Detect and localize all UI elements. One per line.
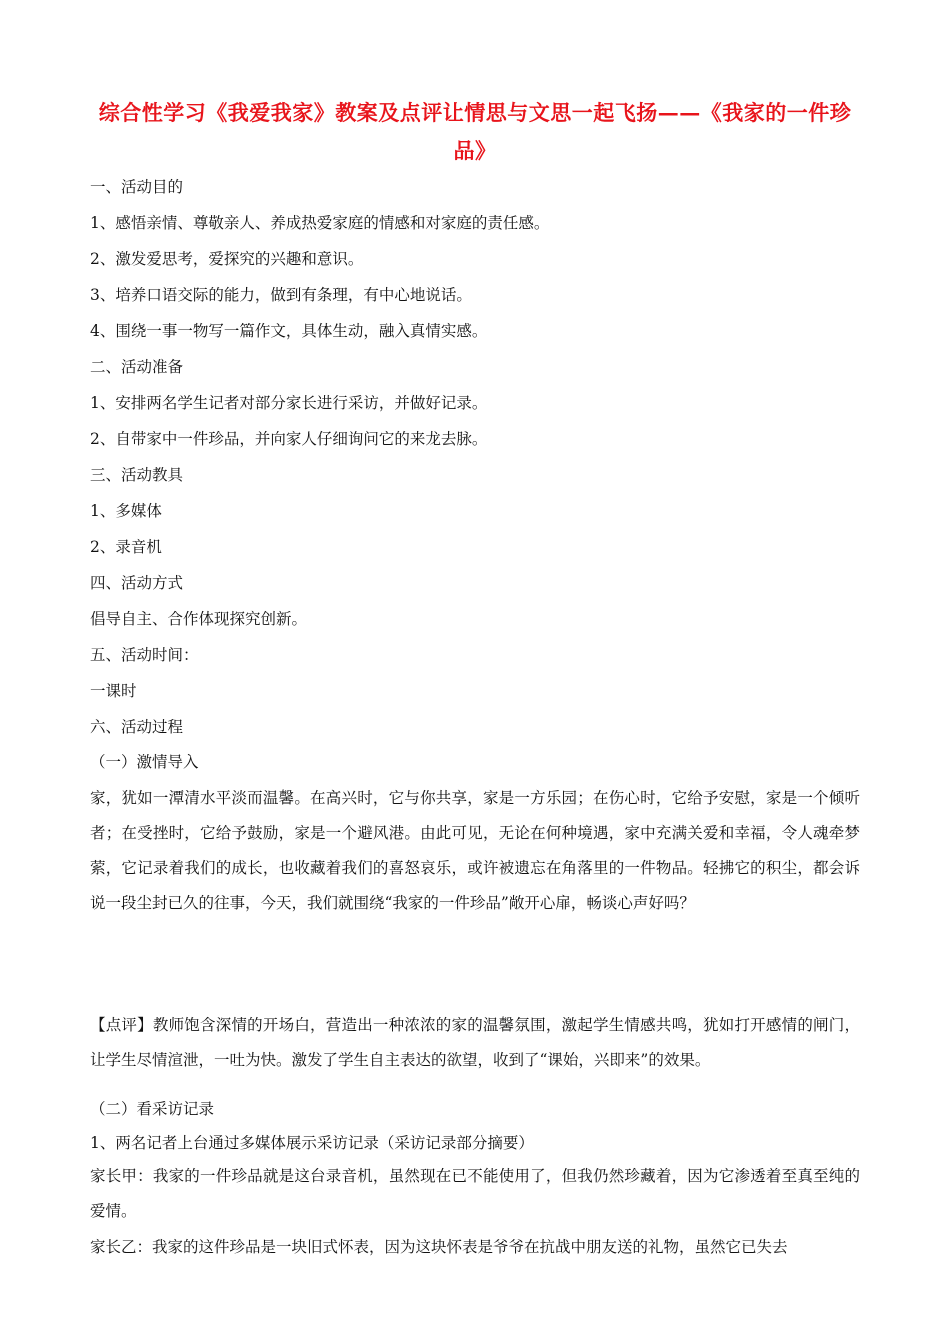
section-text: 倡导自主、合作体现探究创新。 — [90, 610, 308, 628]
section-heading-1: 一、活动目的 — [90, 178, 184, 196]
document-title: 综合性学习《我爱我家》教案及点评让情思与文思一起飞扬——《我家的一件珍品》 — [98, 100, 852, 163]
intro-paragraph: 家，犹如一潭清水平淡而温馨。在高兴时，它与你共享，家是一方乐园；在伤心时，它给予安慰，家是一个倾听者；在受挫时，它给予鼓励，家是一个避风港。由此可见，无论在何种境遇，家中充满关爱和幸福，令人魂牵梦萦，它记录着我们的成长，也收藏着我们的喜怒哀乐，或许被遗忘在角落里的一件物品。轻拂它的积尘，都会诉说一段尘封已久的往事，今天，我们就围绕“我家的一件珍品”敞开心扉，畅谈心声好吗？ — [90, 789, 860, 912]
section-heading-4: 四、活动方式 — [90, 574, 184, 592]
list-item: 2、自带家中一件珍品，并向家人仔细询问它的来龙去脉。 — [90, 430, 488, 448]
subsection-heading-2: （二）看采访记录 — [90, 1100, 215, 1118]
parent-a-paragraph: 家长甲：我家的一件珍品就是这台录音机，虽然现在已不能使用了，但我仍然珍藏着，因为它渗透着至真至纯的爱情。 — [90, 1167, 860, 1220]
list-item: 3、培养口语交际的能力，做到有条理，有中心地说话。 — [90, 286, 472, 304]
list-item: 2、录音机 — [90, 538, 162, 556]
section-heading-2: 二、活动准备 — [90, 358, 184, 376]
section-heading-5: 五、活动时间： — [90, 646, 199, 664]
section-heading-6: 六、活动过程 — [90, 718, 184, 736]
list-item: 2、激发爱思考，爱探究的兴趣和意识。 — [90, 250, 364, 268]
list-item: 1、两名记者上台通过多媒体展示采访记录（采访记录部分摘要） — [90, 1134, 534, 1152]
section-text: 一课时 — [90, 682, 137, 700]
list-item: 1、安排两名学生记者对部分家长进行采访，并做好记录。 — [90, 394, 488, 412]
list-item: 1、感悟亲情、尊敬亲人、养成热爱家庭的情感和对家庭的责任感。 — [90, 214, 550, 232]
list-item: 4、围绕一事一物写一篇作文，具体生动，融入真情实感。 — [90, 322, 488, 340]
section-heading-3: 三、活动教具 — [90, 466, 184, 484]
comment-paragraph: 【点评】教师饱含深情的开场白，营造出一种浓浓的家的温馨氛围，激起学生情感共鸣，犹如打开感情的闸门，让学生尽情渲泄，一吐为快。激发了学生自主表达的欲望，收到了“课始，兴即来”的效果。 — [90, 1016, 860, 1069]
subsection-heading-1: （一）激情导入 — [90, 753, 199, 771]
list-item: 1、多媒体 — [90, 502, 162, 520]
parent-b-paragraph: 家长乙：我家的这件珍品是一块旧式怀表，因为这块怀表是爷爷在抗战中朋友送的礼物，虽然它已失去 — [90, 1238, 788, 1256]
